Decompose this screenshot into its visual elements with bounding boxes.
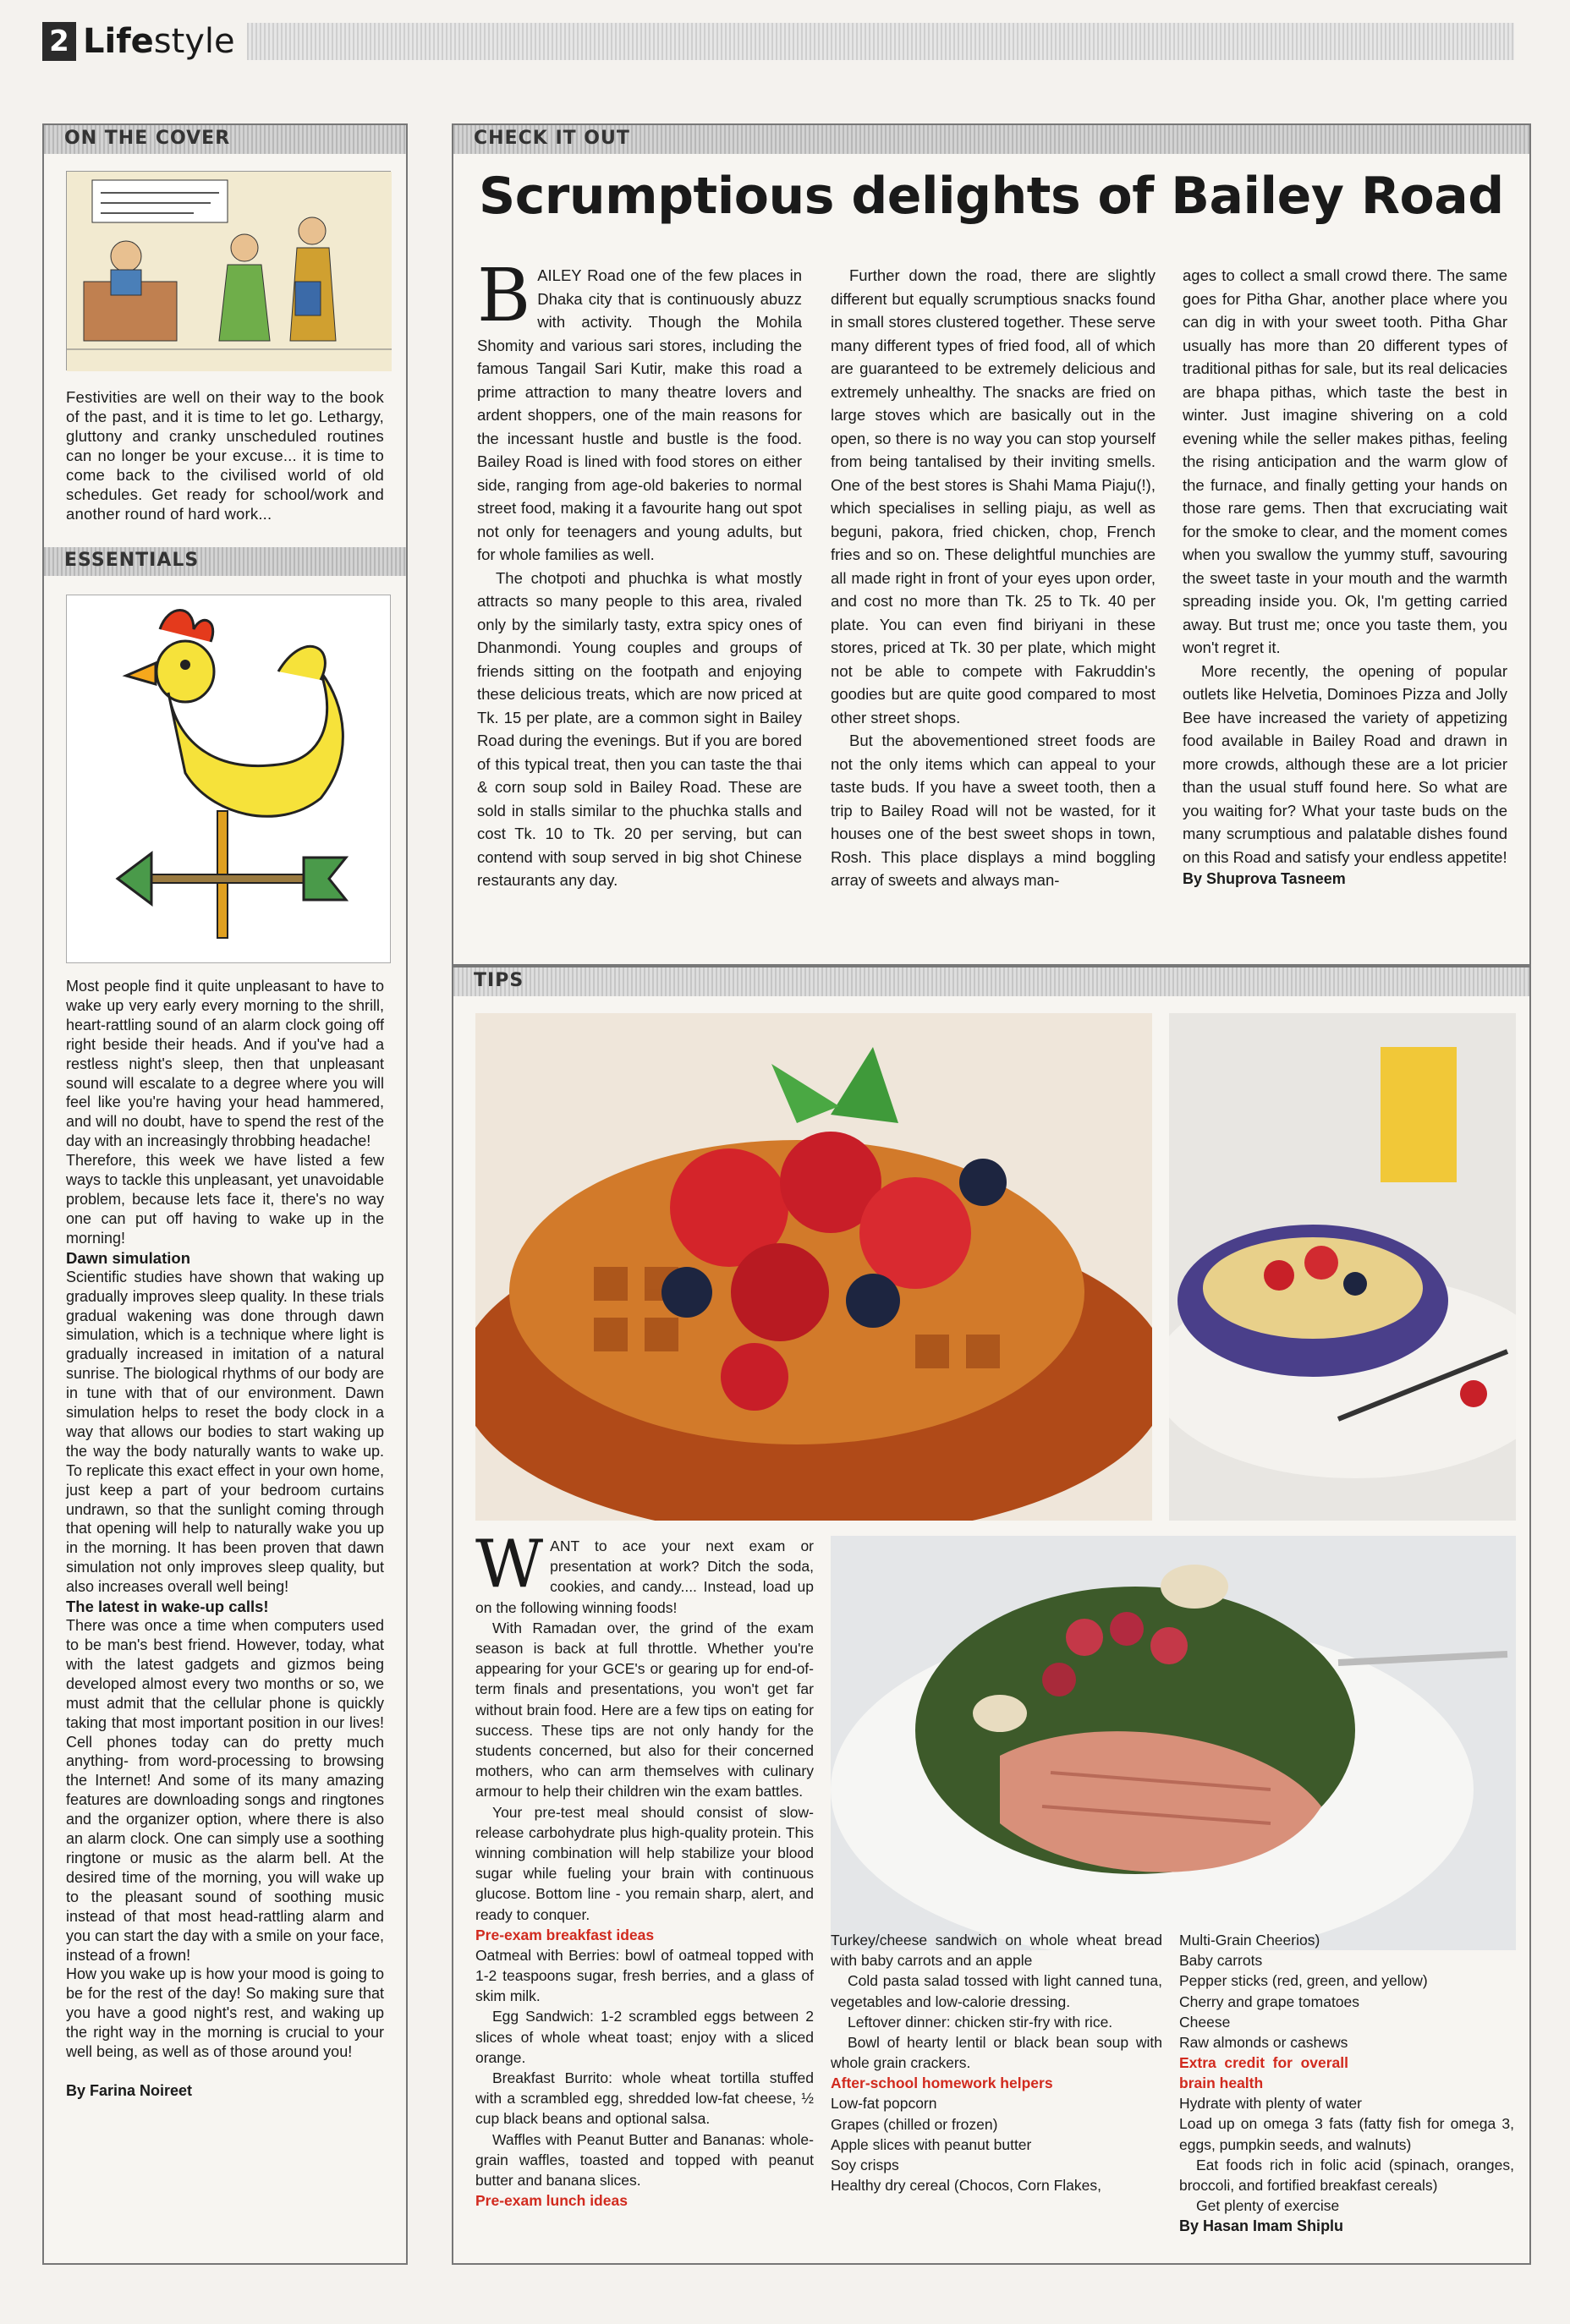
article-col3-para-1: ages to collect a small crowd there. The same goes for Pitha Ghar, another place where you can dig in with your sweet tooth. Pitha Ghar usually has more than 20 different types of traditional pithas for sale, but its real delicacies are bhapa pithas, which taste the best in winter. Just imagine shivering on a cold evening while the seller makes pithas, feeling the rising anticipation and the warm glow of the furnace, and finally getting your hands on those rare gems. Then that excruciating wait for the smoke to clear, and the moment comes when you swallow the yummy stuff, savouring the sweet taste in your mouth and the warmth spreading inside you. Ok, I'm getting carried away. But trust me; once you taste them, you won't regret it. <box>1183 266 1507 656</box>
tips-frame <box>452 966 1531 2265</box>
article-dropcap: B <box>477 254 531 338</box>
extra-item-2: Load up on omega 3 fats (fatty fish for omega 3, eggs, pumpkin seeds, and walnuts) <box>1179 2115 1514 2153</box>
oatmeal-photo <box>1169 1013 1516 1521</box>
breakfast-item-1: Oatmeal with Berries: bowl of oatmeal topped with 1-2 teaspoons sugar, fresh berries, and a glass of skim milk. <box>475 1946 814 2005</box>
essentials-byline: By Farina Noireet <box>66 2081 193 2099</box>
cover-band: ON THE COVER <box>44 125 406 154</box>
homework-item: Low-fat popcorn <box>831 2095 937 2113</box>
snack-item: Cheese <box>1179 2013 1231 2031</box>
article-col1-para-2: The chotpoti and phuchka is what mostly attracts so many people to this area, rivaled only by the similarly tasty, extra spicy ones of Dhanmondi. Young couples and groups of friends sitting on the footpath and enjoying these delicious treats, which are now priced at Tk. 15 per plate, are a common sight in Bailey Road during the evenings. But if you are bored of this typical treat, then you can taste the thai & corn soup sold in Bailey Road. These are sold in stalls similar to the phuchka stalls and cost Tk. 10 to Tk. 20 per serving, but can contend with soup served in big shot Chinese restaurants any day. <box>477 568 802 889</box>
snack-item: Baby carrots <box>1179 1952 1263 1970</box>
tips-band: TIPS <box>453 967 1529 996</box>
lunch-item-4: Bowl of hearty lentil or black bean soup with whole grain crackers. <box>831 2034 1162 2072</box>
article-byline: By Shuprova Tasneem <box>1183 870 1346 887</box>
extra-item-1: Hydrate with plenty of water <box>1179 2095 1362 2113</box>
check-it-out-band: CHECK IT OUT <box>453 125 1529 154</box>
article-col-3 <box>1183 264 1507 889</box>
snack-item: Raw almonds or cashews <box>1179 2034 1348 2052</box>
extra-item-3: Eat foods rich in folic acid (spinach, oranges, broccoli, and fortified breakfast cereals) <box>1179 2156 1514 2195</box>
subhead-dawn-simulation: Dawn simulation <box>66 1248 190 1267</box>
essentials-para-4: There was once a time when computers used to be man's best friend. However, today, what with the latest gadgets and gizmos being developed almost every two months or so, we must admit that the cellular phone is quickly taking that most important position in our lives! Cell phones today can do pretty much anything- from word-processing to browsing the Internet! And some of its many amazing features are downloading songs and ringtones and the organizer option, where there is also an alarm clock. One can simply use a soothing ringtone or music as the alarm bell. At the desired time of the morning, you will wake up to the pleasant sound of soothing music instead of that most head-rattling alarm and you can start the day with a smile on your face, instead of a frown! <box>66 1617 384 1964</box>
article-frame <box>452 123 1531 966</box>
lunch-item-2: Cold pasta salad tossed with light canned tuna, vegetables and low-calorie dressing. <box>831 1972 1162 2010</box>
extra-item-4: Get plenty of exercise <box>1196 2197 1340 2215</box>
salmon-salad-photo <box>831 1536 1516 1950</box>
lunch-item-3: Leftover dinner: chicken stir-fry with rice. <box>848 2013 1113 2031</box>
waffle-photo <box>475 1013 1152 1521</box>
rooster-illustration <box>66 595 391 963</box>
article-col-1 <box>477 254 802 892</box>
tips-dropcap: W <box>475 1526 544 1603</box>
breakfast-heading: Pre-exam breakfast ideas <box>475 1926 655 1943</box>
essentials-para-2: Therefore, this week we have listed a few ways to tackle this unpleasant, yet unavoidable problem, because lets face it, there's no way one can put off having to wake up in the morning! <box>66 1152 384 1247</box>
page-number: 2 <box>42 22 76 61</box>
article-col2-para-2: But the abovementioned street foods are not the only items which can appeal to your taste buds. If you have a sweet tooth, then a trip to Bailey Road will not be wasted, for it houses one of the best sweet shops in town, Rosh. This place displays a mind boggling array of sweets and always man- <box>831 732 1156 889</box>
breakfast-item-2: Egg Sandwich: 1-2 scrambled eggs between 2 slices of whole wheat toast; enjoy with a sliced orange. <box>475 2008 814 2066</box>
breakfast-item-3: Breakfast Burrito: whole wheat tortilla stuffed with a scrambled egg, shredded low-fat cheese, ½ cup black beans and optional salsa. <box>475 2069 814 2128</box>
article-title: Scrumptious delights of Bailey Road <box>479 167 1504 226</box>
homework-item: Soy crisps <box>831 2157 899 2174</box>
snack-item: Cherry and grape tomatoes <box>1179 1992 1360 2010</box>
tips-col-1 <box>475 1526 814 2211</box>
essentials-band: ESSENTIALS <box>44 547 406 576</box>
extra-credit-heading: Extra credit for overall brain health <box>1179 2054 1348 2092</box>
homework-item: Apple slices with peanut butter <box>831 2135 1032 2153</box>
left-column <box>42 123 408 2265</box>
homework-item: Grapes (chilled or frozen) <box>831 2115 998 2133</box>
article-col1-para-1: AILEY Road one of the few places in Dhaka city that is continuously abuzz with activity. Though the Mohila Shomity and various sari stores, including the famous Tangail Sari Kutir, make this road a prime attraction to many theatre lovers and ardent shoppers, one of the main reasons for the incessant hustle and bustle is the food. Bailey Road is lined with food stores on either side, ranging from age-old bakeries to normal street food, making it a favourite hang out spot not only for teenagers and young adults, but for whole families as well. <box>477 266 802 563</box>
essentials-para-3: Scientific studies have shown that waking up gradually improves sleep quality. In these trials gradual wakening was done through dawn simulation, which is a technique where light is gradually increased in imitation of a natural sunrise. The biological rhythms of our body are in tune with that of our environment. Dawn simulation helps to reset the body clock in a way that allows our bodies to start waking up the way the body naturally wants to wake up. To replicate this exact effect in your own home, just keep a part of your bedroom curtains undrawn, so that the sunlight coming through that opening will help to naturally wake you up in the morning. It has been proven that dawn simulation not only improves sleep quality, but also increases overall well being! <box>66 1268 384 1596</box>
salmon-photo <box>831 1536 1516 1950</box>
masthead <box>42 17 1514 66</box>
tips-para-2: Your pre-test meal should consist of slow-release carbohydrate plus high-quality protein. This winning combination will help stabilize your blood sugar while fueling your brain with continuous glucose. Bottom line - you remain sharp, alert, and ready to conquer. <box>475 1803 814 1923</box>
tips-col-2 <box>831 1930 1162 2195</box>
tips-para-1: With Ramadan over, the grind of the exam season is back at full throttle. Whether you're appearing for your GCE's or gearing up for end-of-term finals and presentations, you won't get far without brain food. Here are a few tips on eating for success. These tips are not only handy for the students concerned, but also for their concerned mothers, who can arm themselves with culinary armour to help their children win the exam battles. <box>475 1619 814 1801</box>
essentials-para-5: How you wake up is how your mood is going to be for the rest of the day! So making sure that you have a good night's rest, and waking up the right way in the morning is crucial to your well being, as well as of those around you! <box>66 1965 384 2061</box>
cover-text: Festivities are well on their way to the book of the past, and it is time to let go. Lethargy, gluttony and cranky unscheduled routines can no longer be your excuse... it is time to come back to the civilised world of old schedules. Get ready for school/work and another round of hard work... <box>66 388 384 523</box>
snack-item: Multi-Grain Cheerios) <box>1179 1932 1320 1949</box>
breakfast-item-4: Waffles with Peanut Butter and Bananas: whole-grain waffles, toasted and topped with peanut butter and banana slices. <box>475 2130 814 2190</box>
snack-item: Pepper sticks (red, green, and yellow) <box>1179 1972 1428 1990</box>
article-col3-para-2: More recently, the opening of popular outlets like Helvetia, Dominoes Pizza and Jolly Bee have increased the variety of appetizing food available in Bailey Road and drawn in more crowds, although these are a lot pricier than the usual stuff found here. So what are you waiting for? What your taste buds on the many scrumptious and palatable dishes found on this Road and satisfy your endless appetite! <box>1183 661 1507 866</box>
lunch-heading: Pre-exam lunch ideas <box>475 2192 628 2210</box>
masthead-bar <box>247 23 1514 60</box>
subhead-wake-up-calls: The latest in wake-up calls! <box>66 1598 269 1616</box>
essentials-para-1: Most people find it quite unpleasant to have to wake up very early every morning to the shrill, heart-rattling sound of an alarm clock going off right beside their heads. And if you've had a restless night's sleep, then that unpleasant sound will escalate to a degree where you will feel like you're having your head hammered, and will no doubt, have to spend the rest of the day with an increasingly throbbing headache! <box>66 978 384 1150</box>
tips-byline: By Hasan Imam Shiplu <box>1179 2217 1344 2235</box>
homework-heading: After-school homework helpers <box>831 2075 1053 2092</box>
article-col-2 <box>831 264 1156 892</box>
lunch-item-1: Turkey/cheese sandwich on whole wheat bread with baby carrots and an apple <box>831 1932 1162 1970</box>
cover-cartoon <box>66 171 391 370</box>
oatmeal-bowl-photo <box>1169 1013 1516 1521</box>
tips-intro: ANT to ace your next exam or presentation at work? Ditch the soda, cookies, and candy.... Instead, load up on the following winning foods! <box>475 1537 814 1616</box>
section-name: Lifestyle <box>83 22 235 61</box>
tips-col-3 <box>1179 1930 1514 2236</box>
waffle-berries-photo <box>475 1013 1152 1521</box>
homework-item: Healthy dry cereal (Chocos, Corn Flakes, <box>831 2177 1101 2195</box>
article-col2-para-1: Further down the road, there are slightly different but equally scrumptious snacks found in small stores clustered together. These serve many different types of fried food, all of which are guaranteed to be extremely delicious and extremely unhealthy. The snacks are fried on large stoves which are basically out in the open, so there is no way you can stop yourself from being tantalised by their inviting smells. One of the best stores is Shahi Mama Piaju(!), which specialises in selling piaju, as well as beguni, pakora, fried chicken, chop, French fries and so on. These delightful munchies are all made right in front of your eyes upon order, and cost no more than Tk. 25 to Tk. 40 per plate. You can even find biriyani in these stores, priced at Tk. 30 per plate, which might not be able to compete with Fakruddin's goodies but are quite good compared to most other street shops. <box>831 266 1156 726</box>
cartoon-office-scene <box>67 172 392 371</box>
rooster-weathervane-icon <box>67 595 392 964</box>
essentials-text <box>66 977 384 2101</box>
